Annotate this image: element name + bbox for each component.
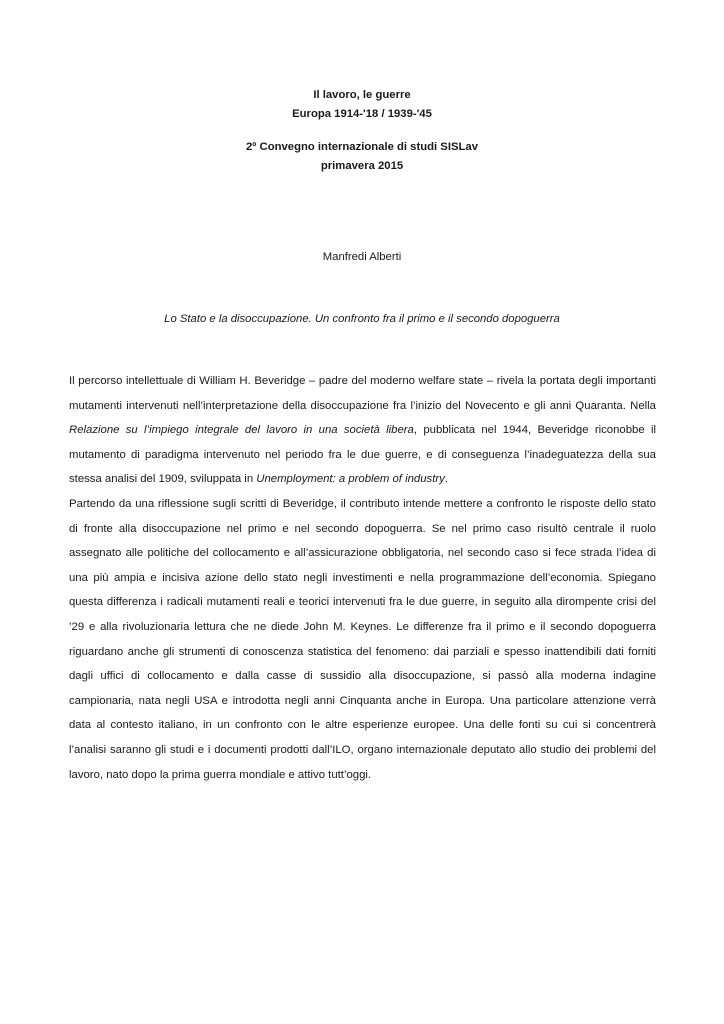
paragraph-1-text-c: . <box>444 473 448 486</box>
paragraph-1-italic-a: Relazione su l’impiego integrale del lavoro in una società libera <box>69 424 414 437</box>
paragraph-2: Partendo da una riflessione sugli scritti di Beveridge, il contributo intende mettere a confronto le risposte dello stato di fronte alla disoccupazione nel primo e nel secondo dopoguerra. Se nel primo caso risultò centrale il ruolo assegnato alle politiche del collocamento e all’assicurazione obbligatoria, nel secondo caso si fece strada l’idea di una più ampia e incisiva azione dello stato negli investimenti e nella programmazione dell’economia. Spiegano questa differenza i radicali mutamenti reali e teorici intervenuti fra le due guerre, in seguito alla dirompente crisi del ’29 e alla rivoluzionaria lettura che ne diede John M. Keynes. Le differenze fra il primo e il secondo dopoguerra riguardano anche gli strumenti di conoscenza statistica del fenomeno: dai parziali e spesso inattendibili dati forniti dagli uffici di collocamento e dalla casse di sussidio alla disoccupazione, si passò alla moderna indagine campionaria, nata negli USA e introdotta negli anni Cinquanta anche in Europa. Una particolare attenzione verrà data al contesto italiano, in un confronto con le altre esperienze europee. Una delle fonti su cui si concentrerà l’analisi saranno gli studi e i documenti prodotti dall’ILO, organo internazionale deputato allo studio dei problemi del lavoro, nato dopo la prima guerra mondiale e attivo tutt’oggi. <box>69 497 656 781</box>
paragraph-1-text-b: , pubblicata nel 1944, Beveridge riconobbe il mutamento di paradigma intervenuto nel periodo fra le due guerre, e di conseguenza l’inadeguatezza della sua stessa analisi del 1909, sviluppata in <box>69 424 656 486</box>
header-line-4: primavera 2015 <box>320 160 404 172</box>
paragraph-1-italic-b: Unemployment: a problem of industry <box>256 473 445 486</box>
header-line-1: Il lavoro, le guerre <box>313 89 411 101</box>
paragraph-1 <box>69 369 656 492</box>
paragraph-1-text-a: Il percorso intellettuale di William H. Beveridge – padre del moderno welfare state – rivela la portata degli importanti mutamenti intervenuti nell’interpretazione della disoccupazione fra l’inizio del Novecento e gli anni Quaranta. Nella <box>69 375 656 412</box>
paper-title: Lo Stato e la disoccupazione. Un confronto fra il primo e il secondo dopoguerra <box>164 313 560 325</box>
abstract-body <box>69 369 656 787</box>
header-line-2: Europa 1914-'18 / 1939-'45 <box>292 108 432 120</box>
header-spacer <box>0 124 724 138</box>
author-name: Manfredi Alberti <box>322 251 402 263</box>
conference-header <box>0 86 724 176</box>
header-line-3: 2º Convegno internazionale di studi SISLav <box>246 141 478 153</box>
